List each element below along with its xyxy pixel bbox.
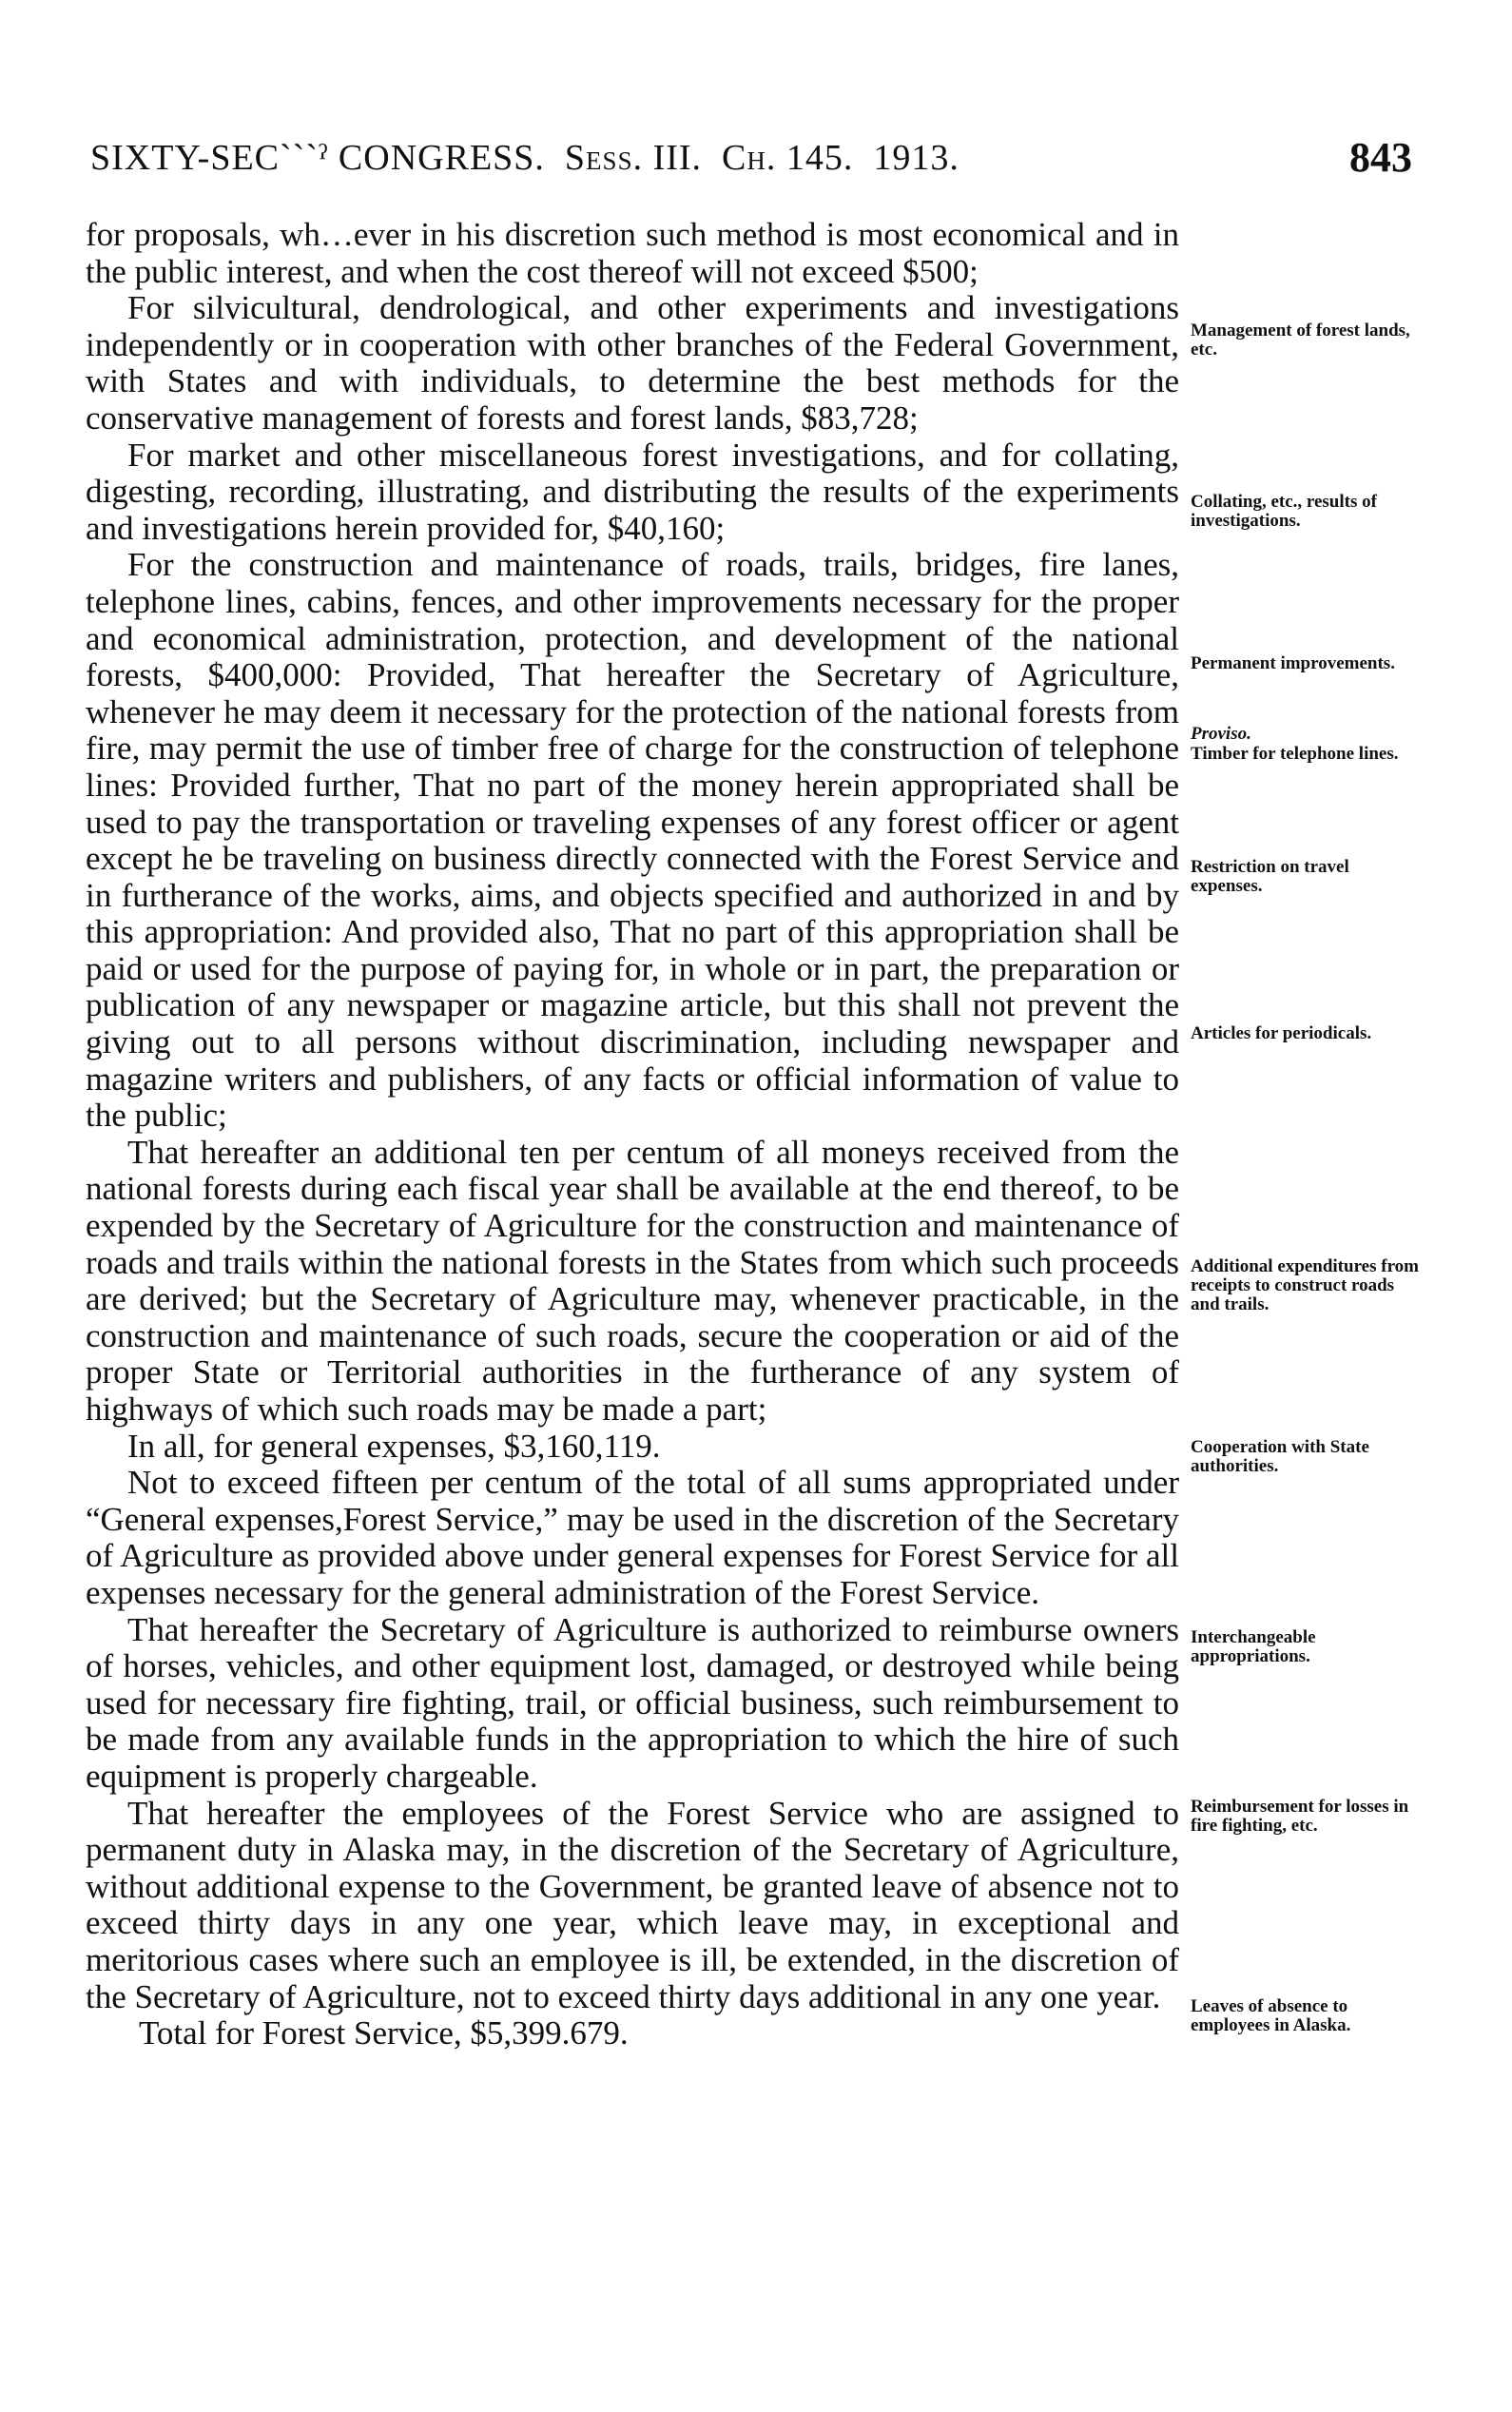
header-congress-tail: CONGRESS.	[338, 138, 545, 178]
margin-note-interchangeable: Interchangeable appropriations.	[1191, 1627, 1316, 1666]
margin-note-collating: Collating, etc., results of investigations.	[1191, 492, 1377, 531]
margin-note-cooperation: Cooperation with State authorities.	[1191, 1437, 1369, 1476]
margin-note-travel: Restriction on travel expenses.	[1191, 857, 1349, 896]
header-session: Sess. III.	[564, 138, 703, 178]
header-congress: SIXTY-SEC	[90, 138, 281, 178]
paragraph-silvicultural: For silvicultural, dendrological, and other experiments and investigations independently or in cooperation with other branches of the Federal Government, with States and with individuals, to determine the best methods for the conservative management of forests and forest lands, $83,728;	[86, 289, 1179, 437]
paragraph-general-expenses-total: In all, for general expenses, $3,160,119.	[127, 1427, 661, 1465]
paragraph-forest-service-total: Total for Forest Service, $5,399.679.	[139, 2014, 629, 2052]
margin-note-alaska-leave: Leaves of absence to employees in Alaska.	[1191, 1996, 1351, 2035]
statute-text	[86, 217, 1179, 2052]
paragraph-reimbursement: That hereafter the Secretary of Agriculture is authorized to reimburse owners of horses, vehicles, and other equipment lost, damaged, or destroyed while being used for necessary fire fighting, trail, or official business, such reimbursement to be made from any available funds in the appropriation to which the hire of such equipment is properly chargeable.	[86, 1610, 1179, 1795]
header-year: 1913.	[873, 138, 960, 178]
paragraph-proposals: for proposals, wh…ever in his discretion such method is most economical and in the public interest, and when the cost thereof will not exceed $500;	[86, 216, 1179, 290]
margin-note-additional-expenditures: Additional expenditures from receipts to construct roads and trails.	[1191, 1256, 1419, 1314]
header-citation	[90, 137, 960, 179]
paragraph-alaska-leave: That hereafter the employees of the Forest Service who are assigned to permanent duty in Alaska may, in the discretion of the Secretary of Agriculture, without additional expense to the Government, be granted leave of absence not to exceed thirty days in any one year, which leave may, in exceptional and meritorious cases where such an employee is ill, be extended, in the discretion of the Secretary of Agriculture, not to exceed thirty days additional in any one year.	[86, 1794, 1179, 2015]
margin-note-permanent-improvements: Permanent improvements.	[1191, 653, 1395, 673]
paragraph-market-investigations: For market and other miscellaneous forest investigations, and for collating, digesting, recording, illustrating, and distributing the results of the experiments and investigations herein provided for, $40,160;	[86, 436, 1179, 547]
header-chapter: Ch. 145.	[722, 138, 854, 178]
margin-note-proviso: Proviso.	[1191, 724, 1251, 744]
margin-note-periodicals: Articles for periodicals.	[1191, 1023, 1372, 1043]
paragraph-fifteen-percent: Not to exceed fifteen per centum of the total of all sums appropriated under “General expenses,Forest Service,” may be used in the discretion of the Secretary of Agriculture as provided above under general expenses for Forest Service for all expenses necessary for the general administration of the Forest Service.	[86, 1464, 1179, 1611]
page-number: 843	[1349, 134, 1412, 181]
margin-note-management: Management of forest lands, etc.	[1191, 321, 1410, 360]
paragraph-additional-ten-percent: That hereafter an additional ten per centum of all moneys received from the national forests during each fiscal year shall be available at the end thereof, to be expended by the Secretary of Agriculture for the construction and maintenance of roads and trails within the national forests in the States from which such proceeds are derived; but the Secretary of Agriculture may, whenever practicable, in the construction and maintenance of such roads, secure the cooperation or aid of the proper State or Territorial authorities in the furtherance of any system of highways of which such roads may be made a part;	[86, 1133, 1179, 1428]
header-congress-garbled: ˋˋˋˀ	[280, 138, 329, 178]
margin-note-reimbursement: Reimbursement for losses in fire fighting, etc.	[1191, 1797, 1409, 1836]
paragraph-roads-trails: For the construction and maintenance of roads, trails, bridges, fire lanes, telephone lines, cabins, fences, and other improvements necessary for the proper and economical administration, protection, and development of the national forests, $400,000: Provided, That hereafter the Secretary of Agriculture, whenever he may deem it necessary for the protection of the national forests from fire, may permit the use of timber free of charge for the construction of telephone lines: Provided further, That no part of the money herein appropriated shall be used to pay the transportation or traveling expenses of any forest officer or agent except he be traveling on business directly connected with the Forest Service and in furtherance of the works, aims, and objects specified and authorized in and by this appropriation: And provided also, That no part of this appropriation shall be paid or used for the purpose of paying for, in whole or in part, the preparation or publication of any newspaper or magazine article, but this shall not prevent the giving out to all persons without discrimination, including newspaper and magazine writers and publishers, of any facts or official information of value to the public;	[86, 546, 1179, 1135]
running-header	[90, 133, 1412, 190]
margin-note-timber: Timber for telephone lines.	[1191, 744, 1399, 764]
